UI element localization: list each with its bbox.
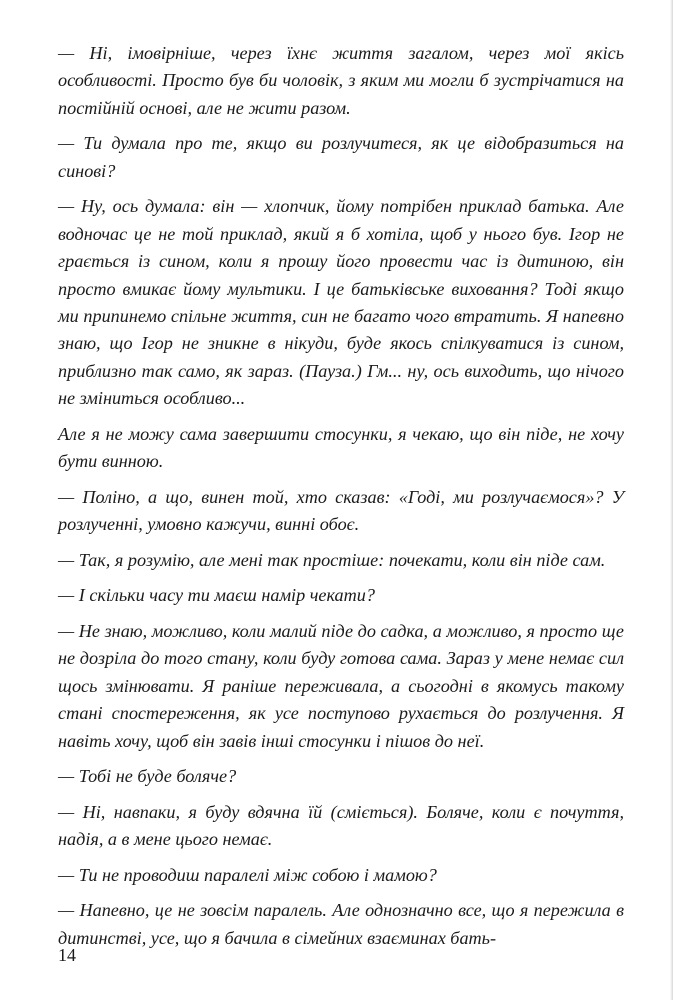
paragraph: — Ні, імовірніше, через їхнє життя загалом, через мої якісь особливості. Просто був би чоловік, з яким ми могли б зустрічатися на постійній основі, але не жити разом.: [58, 43, 624, 118]
paragraph: — І скільки часу ти маєш намір чекати?: [58, 585, 375, 606]
paragraph: Але я не можу сама завершити стосунки, я чекаю, що він піде, не хочу бути винною.: [58, 423, 624, 472]
paragraph: — Ти не проводиш паралелі між собою і мамою?: [58, 864, 437, 885]
paragraph: — Поліно, а що, винен той, хто сказав: «Годі, ми розлучаємося»? У розлученні, умовно кажучи, винні обоє.: [58, 486, 624, 535]
paragraph: — Тобі не буде боляче?: [58, 766, 237, 787]
paragraph: — Ти думала про те, якщо ви розлучитеся, як це відобразиться на синові?: [58, 133, 624, 181]
paragraph: — Так, я розумію, але мені так простіше: почекати, коли він піде сам.: [58, 549, 606, 570]
page-number: 14: [58, 945, 76, 965]
paragraph: — Не знаю, можливо, коли малий піде до садка, а можливо, я просто ще не дозріла до того стану, коли буду готова сама. Зараз у мене немає сил щось змінювати. Я раніше переживала, а сьогодні в якомусь такому стані спостереження, як усе поступово рухається до розлучення. Я навіть хочу, щоб він завів інші стосунки і пішов до неї.: [58, 621, 624, 751]
paragraph: — Напевно, це не зовсім паралель. Але однозначно все, що я пережила в дитинстві, усе, що я бачила в сімейних взаєминах бать-: [58, 900, 624, 948]
paragraph: — Ні, навпаки, я буду вдячна їй (сміється). Боляче, коли є почуття, надія, а в мене цього немає.: [58, 801, 624, 850]
body-text: [58, 40, 624, 960]
paragraph: — Ну, ось думала: він — хлопчик, йому потрібен приклад батька. Але водночас це не той приклад, який я б хотіла, щоб у нього був. Ігор не грається із сином, коли я прошу його провести час із дитиною, він просто вмикає йому мультики. І це батьківське виховання? Тоді якщо ми припинемо спільне життя, син не багато чого втратить. Я напевно знаю, що Ігор не зникне в нікуди, буде якось спілкуватися із сином, приблизно так само, як зараз. (Пауза.) Гм... ну, ось виходить, що нічого не зміниться особливо...: [58, 196, 624, 409]
